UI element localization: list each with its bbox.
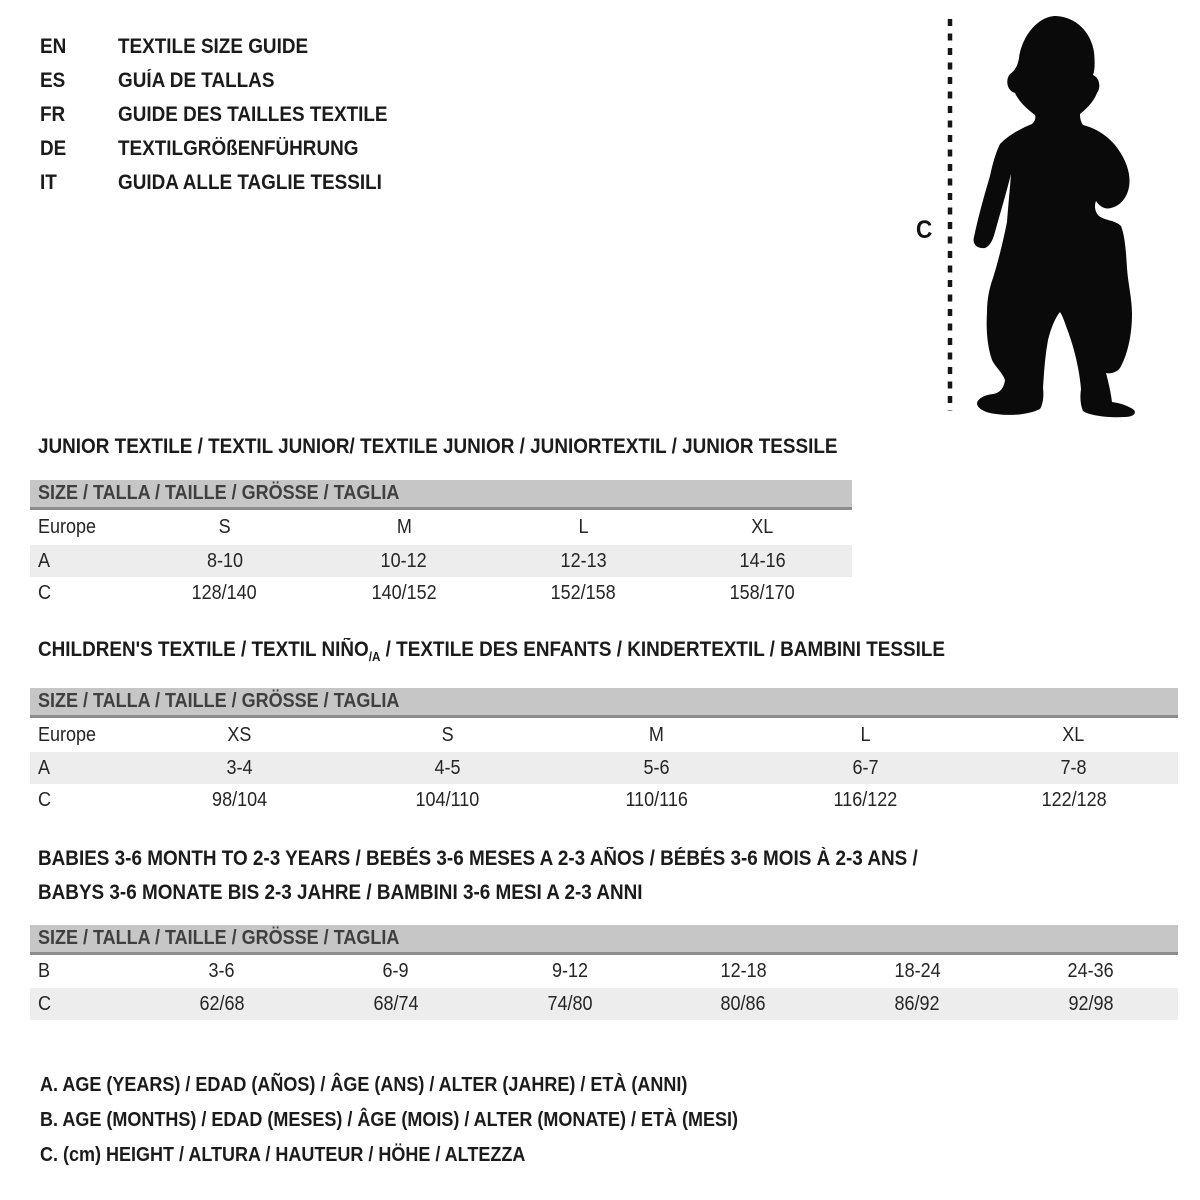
size-cell: [969, 752, 1178, 784]
size-cell-text: 152/158: [550, 582, 616, 604]
size-cell-text: 3-4: [226, 756, 253, 779]
row-label-text: B: [38, 960, 51, 982]
language-row: [40, 166, 417, 200]
size-cell-text: 110/116: [625, 788, 688, 811]
row-label-text: A: [38, 549, 51, 572]
size-header-bar-junior: [30, 480, 852, 510]
size-cell: [344, 752, 553, 784]
size-cell-text: 18-24: [894, 960, 941, 982]
row-label: [30, 752, 135, 784]
legend: [40, 1068, 816, 1173]
row-label-text: Europe: [38, 723, 97, 746]
size-cell-text: L: [578, 516, 589, 538]
children-size-table: [30, 718, 1178, 816]
size-header-bar-babies: [30, 925, 1178, 955]
size-cell-text: 86/92: [894, 992, 940, 1015]
size-cell-text: 74/80: [547, 992, 593, 1015]
language-code: EN: [40, 35, 67, 58]
size-cell-text: 12-13: [560, 549, 607, 572]
size-header-label: SIZE / TALLA / TAILLE / GRÖSSE / TAGLIA: [38, 690, 400, 712]
legend-line-b: B. AGE (MONTHS) / EDAD (MESES) / ÂGE (MOIS) / ALTER (MONATE) / ETÀ (MESI): [40, 1109, 738, 1131]
children-title-suffix: / TEXTILE DES ENFANTS / KINDERTEXTIL / BAMBINI TESSILE: [380, 638, 946, 661]
size-cell-text: M: [396, 516, 412, 538]
row-label-text: C: [38, 992, 52, 1015]
row-label-text: Europe: [38, 516, 97, 538]
legend-line-a: A. AGE (YEARS) / EDAD (AÑOS) / ÂGE (ANS) / ALTER (JAHRE) / ETÀ (ANNI): [40, 1074, 688, 1096]
size-header-bar-children: [30, 688, 1178, 718]
size-cell: [309, 988, 483, 1020]
size-cell: [830, 955, 1004, 988]
size-cell-text: 6-7: [852, 756, 879, 779]
size-cell-text: 68/74: [373, 992, 419, 1015]
table-row: [30, 718, 1178, 752]
table-row: [30, 784, 1178, 816]
size-cell-text: 3-6: [208, 960, 235, 982]
size-cell-text: 6-9: [382, 960, 409, 982]
row-label: [30, 988, 135, 1020]
size-cell: [969, 718, 1178, 752]
size-cell-text: 128/140: [192, 582, 258, 604]
size-cell: [135, 784, 344, 816]
baby-silhouette: [905, 5, 1195, 425]
size-cell-text: 4-5: [434, 756, 461, 779]
size-header-label: SIZE / TALLA / TAILLE / GRÖSSE / TAGLIA: [38, 482, 400, 504]
size-cell: [969, 784, 1178, 816]
table-row: [30, 577, 852, 610]
size-cell-text: 9-12: [551, 960, 588, 982]
size-cell-text: M: [648, 723, 664, 746]
table-row: [30, 752, 1178, 784]
size-cell: [344, 784, 553, 816]
babies-size-table: [30, 955, 1178, 1020]
size-cell: [309, 955, 483, 988]
size-cell: [761, 718, 970, 752]
size-cell: [552, 718, 761, 752]
children-title-sub: /A: [368, 649, 381, 664]
language-title: TEXTILGRÖßENFÜHRUNG: [118, 137, 359, 160]
size-cell-text: S: [441, 723, 454, 746]
language-list: [40, 30, 417, 200]
language-title: GUÍA DE TALLAS: [118, 69, 275, 92]
size-cell-text: 7-8: [1060, 756, 1087, 779]
junior-size-table: [30, 510, 852, 610]
size-cell: [673, 510, 852, 545]
size-cell-text: S: [218, 516, 231, 538]
size-cell: [1004, 988, 1178, 1020]
height-label-text: C: [916, 216, 933, 244]
size-cell: [314, 545, 493, 577]
size-cell-text: 116/122: [833, 788, 897, 811]
row-label: [30, 545, 135, 577]
row-label: [30, 718, 135, 752]
size-cell: [314, 577, 493, 610]
size-cell-text: 14-16: [739, 549, 786, 572]
babies-title-line1-text: BABIES 3-6 MONTH TO 2-3 YEARS / BEBÉS 3-6 MESES A 2-3 AÑOS / BÉBÉS 3-6 MOIS À 2-3 ANS /: [38, 847, 918, 870]
table-row: [30, 988, 1178, 1020]
size-cell-text: 10-12: [380, 549, 427, 572]
junior-section-title-text: JUNIOR TEXTILE / TEXTIL JUNIOR/ TEXTILE JUNIOR / JUNIORTEXTIL / JUNIOR TESSILE: [38, 435, 838, 458]
language-row: [40, 30, 417, 64]
size-cell-text: 12-18: [720, 960, 767, 982]
size-cell: [761, 752, 970, 784]
language-title: TEXTILE SIZE GUIDE: [118, 35, 309, 58]
legend-line-c: C. (cm) HEIGHT / ALTURA / HAUTEUR / HÖHE / ALTEZZA: [40, 1144, 526, 1166]
size-cell-text: L: [860, 723, 871, 746]
size-cell: [761, 784, 970, 816]
size-cell: [1004, 955, 1178, 988]
size-cell: [494, 510, 673, 545]
size-cell-text: XS: [227, 723, 252, 746]
size-cell: [552, 784, 761, 816]
size-cell: [830, 988, 1004, 1020]
size-cell: [656, 955, 830, 988]
size-cell-text: 92/98: [1068, 992, 1114, 1015]
children-title-prefix: CHILDREN'S TEXTILE / TEXTIL NIÑO: [38, 638, 369, 661]
size-cell-text: 24-36: [1068, 960, 1115, 982]
size-cell-text: 62/68: [199, 992, 245, 1015]
size-cell: [673, 545, 852, 577]
table-row: [30, 510, 852, 545]
size-cell: [135, 577, 314, 610]
size-cell: [314, 510, 493, 545]
size-cell: [135, 752, 344, 784]
junior-section-title: [38, 435, 838, 459]
size-cell: [494, 545, 673, 577]
language-row: [40, 64, 417, 98]
size-cell: [656, 988, 830, 1020]
size-cell: [673, 577, 852, 610]
babies-title-line2-text: BABYS 3-6 MONATE BIS 2-3 JAHRE / BAMBINI 3-6 MESI A 2-3 ANNI: [38, 881, 643, 904]
size-cell-text: XL: [1062, 723, 1085, 746]
language-row: [40, 98, 417, 132]
row-label-text: C: [38, 582, 52, 604]
baby-silhouette-shape: [974, 16, 1135, 417]
size-cell: [483, 955, 657, 988]
row-label-text: A: [38, 756, 51, 779]
row-label: [30, 955, 135, 988]
size-header-label: SIZE / TALLA / TAILLE / GRÖSSE / TAGLIA: [38, 927, 400, 949]
language-code: FR: [40, 103, 66, 126]
size-cell-text: 80/86: [720, 992, 766, 1015]
babies-section-title-line2: [38, 881, 643, 905]
size-cell-text: 8-10: [206, 549, 243, 572]
row-label: [30, 510, 135, 545]
size-cell: [483, 988, 657, 1020]
size-cell-text: 140/152: [371, 582, 437, 604]
size-cell: [135, 955, 309, 988]
children-section-title: [38, 638, 945, 669]
size-cell-text: 5-6: [643, 756, 670, 779]
size-cell: [135, 718, 344, 752]
size-cell-text: 122/128: [1041, 788, 1107, 811]
size-cell: [494, 577, 673, 610]
size-cell-text: 158/170: [729, 582, 795, 604]
language-code: ES: [40, 69, 66, 92]
table-row: [30, 545, 852, 577]
row-label: [30, 577, 135, 610]
language-row: [40, 132, 417, 166]
language-title: GUIDE DES TAILLES TEXTILE: [118, 103, 388, 126]
size-cell: [344, 718, 553, 752]
size-cell-text: XL: [751, 516, 774, 538]
table-row: [30, 955, 1178, 988]
size-cell-text: 104/110: [416, 788, 480, 811]
row-label-text: C: [38, 788, 52, 811]
language-code: IT: [40, 171, 57, 194]
size-cell: [135, 510, 314, 545]
size-cell: [135, 988, 309, 1020]
size-cell: [552, 752, 761, 784]
row-label: [30, 784, 135, 816]
size-cell-text: 98/104: [211, 788, 267, 811]
height-label: [916, 216, 934, 245]
size-cell: [135, 545, 314, 577]
language-code: DE: [40, 137, 67, 160]
babies-section-title-line1: [38, 847, 918, 871]
language-title: GUIDA ALLE TAGLIE TESSILI: [118, 171, 382, 194]
